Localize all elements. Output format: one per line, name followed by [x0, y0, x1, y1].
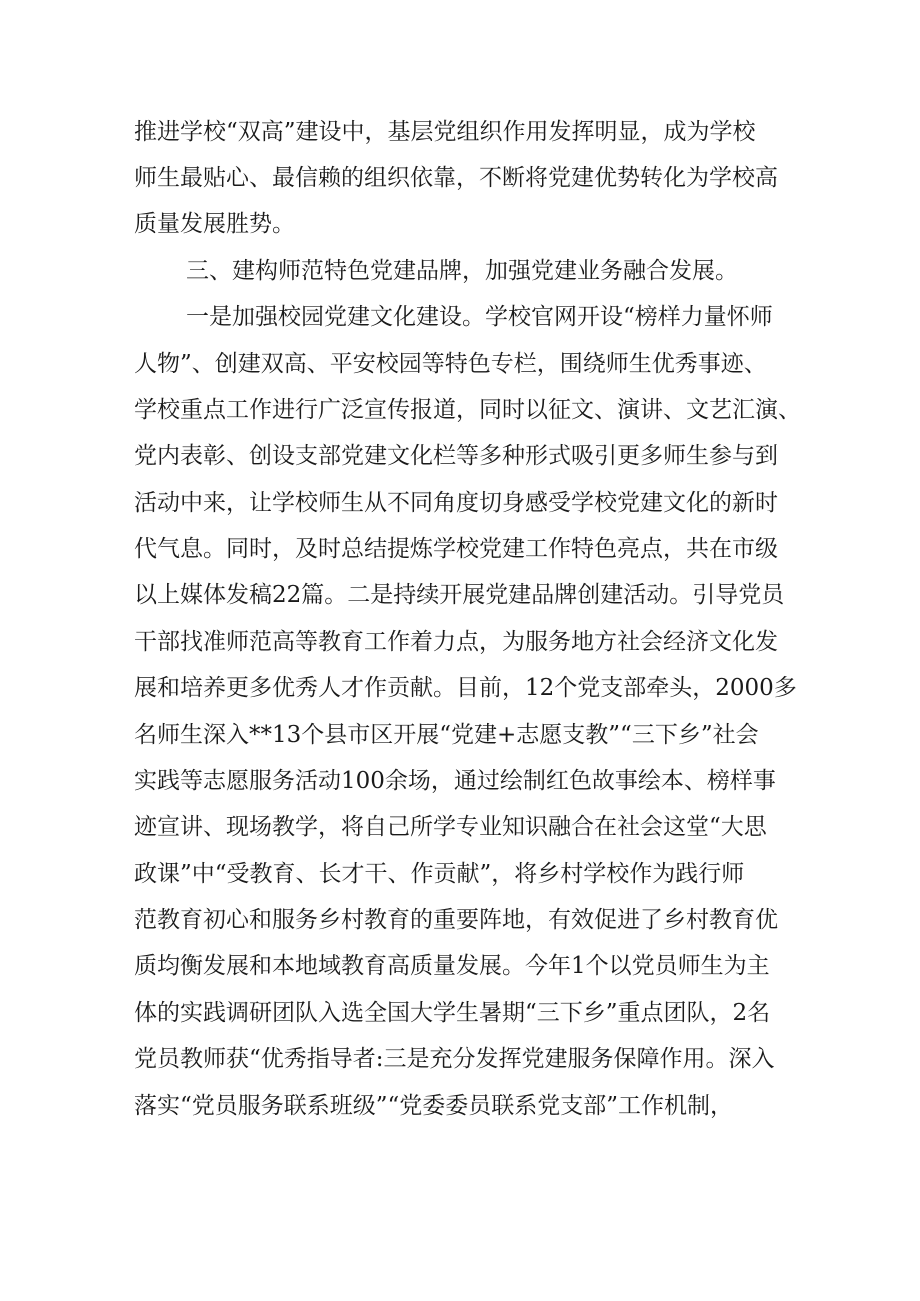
- text-line: 体的实践调研团队入选全国大学生暑期“三下乡”重点团队，2名: [134, 1000, 771, 1026]
- text-line: 师生最贴心、最信赖的组织依靠，不断将党建优势转化为学校高: [134, 165, 778, 191]
- text-line: 质均衡发展和本地域教育高质量发展。今年1个以党员师生为主: [134, 953, 770, 979]
- text-line: 一是加强校园党建文化建设。学校官网开设“榜样力量怀师: [186, 304, 773, 330]
- text-line: 干部找准师范高等教育工作着力点，为服务地方社会经济文化发: [134, 629, 778, 655]
- text-line: 政课”中“受教育、长才干、作贡献”，将乡村学校作为践行师: [134, 861, 745, 887]
- text-line: 代气息。同时，及时总结提炼学校党建工作特色亮点，共在市级: [134, 536, 778, 562]
- text-line: 以上媒体发稿22篇。二是持续开展党建品牌创建活动。引导党员: [134, 582, 785, 608]
- text-line: 党内表彰、创设支部党建文化栏等多种形式吸引更多师生参与到: [134, 443, 778, 469]
- text-line: 展和培养更多优秀人才作贡献。目前，12个党支部牵头，2000多: [134, 675, 797, 701]
- text-line: 落实“党员服务联系班级”“党委委员联系党支部”工作机制，: [134, 1093, 734, 1119]
- text-line: 名师生深入**13个县市区开展“党建+志愿支教”“三下乡”社会: [134, 722, 759, 748]
- text-line: 质量发展胜势。: [134, 211, 295, 237]
- text-line: 人物”、创建双高、平安校园等特色专栏，围绕师生优秀事迹、: [134, 351, 767, 377]
- text-line: 党员教师获“优秀指导者:三是充分发挥党建服务保障作用。深入: [134, 1046, 775, 1072]
- text-line: 推进学校“双高”建设中，基层党组织作用发挥明显，成为学校: [134, 119, 756, 145]
- text-line: 学校重点工作进行广泛宣传报道，同时以征文、演讲、文艺汇演、: [134, 397, 801, 423]
- text-line: 活动中来，让学校师生从不同角度切身感受学校党建文化的新时: [134, 490, 778, 516]
- section-heading: 三、建构师范特色党建品牌，加强党建业务融合发展。: [186, 258, 738, 284]
- text-line: 范教育初心和服务乡村教育的重要阵地，有效促进了乡村教育优: [134, 907, 778, 933]
- text-line: 实践等志愿服务活动100余场，通过绘制红色故事绘本、榜样事: [134, 768, 776, 794]
- text-line: 迹宣讲、现场教学，将自己所学专业知识融合在社会这堂“大思: [134, 814, 767, 840]
